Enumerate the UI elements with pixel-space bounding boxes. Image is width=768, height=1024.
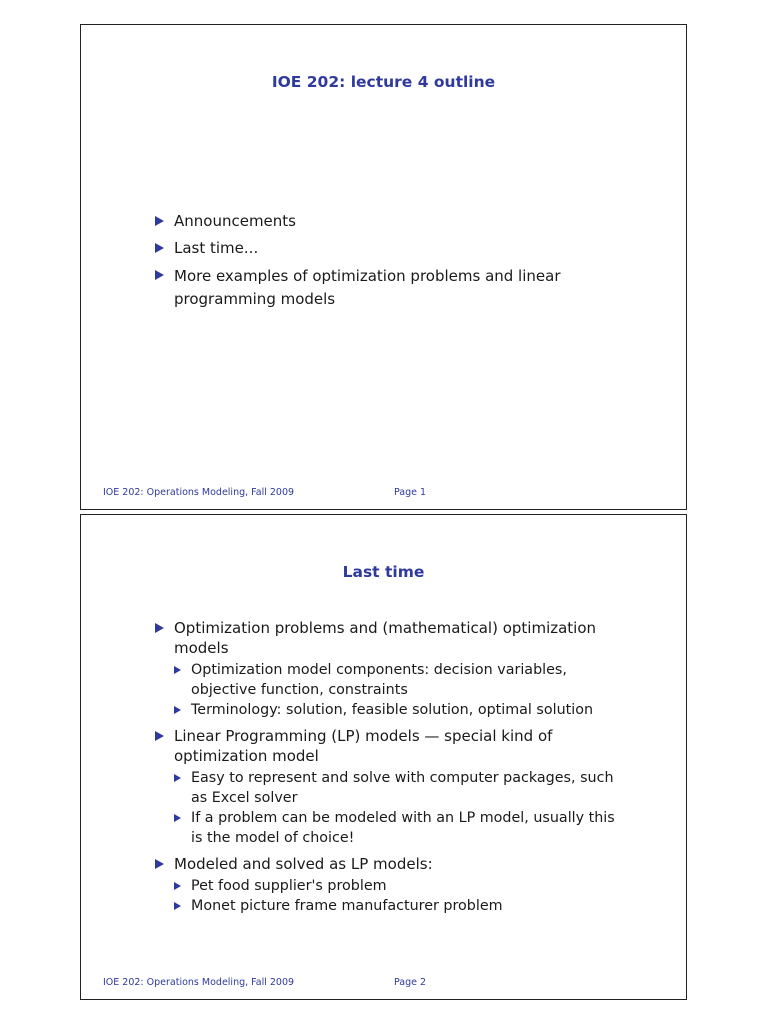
sub-bullet-text: Easy to represent and solve with computer packages, such as Excel solver (191, 770, 614, 806)
footer-course: IOE 202: Operations Modeling, Fall 2009 (103, 977, 295, 988)
footer-page: Page 1 (394, 487, 427, 498)
bullet-triangle-icon (155, 859, 164, 869)
bullet-triangle-icon (155, 243, 164, 253)
footer-course: IOE 202: Operations Modeling, Fall 2009 (103, 487, 295, 498)
slide-2 (80, 514, 687, 1000)
sub-bullet-triangle-icon (174, 902, 181, 910)
sub-bullet-triangle-icon (174, 774, 181, 782)
bullet-text: More examples of optimization problems and linear programming models (174, 267, 561, 308)
bullet-triangle-icon (155, 216, 164, 226)
sub-bullet-list (174, 876, 625, 916)
sub-bullet-text: If a problem can be modeled with an LP model, usually this is the model of choice! (191, 810, 615, 846)
bullet-list (155, 211, 625, 311)
sub-bullet-text: Pet food supplier's problem (191, 878, 387, 894)
bullet-text: Optimization problems and (mathematical) optimization models (174, 619, 597, 657)
list-item (155, 726, 625, 848)
sub-bullet-list (174, 660, 625, 720)
sub-bullet-text: Optimization model components: decision variables, objective function, constraints (191, 662, 567, 698)
list-item (174, 700, 625, 720)
footer-page: Page 2 (394, 977, 427, 988)
bullet-triangle-icon (155, 731, 164, 741)
list-item (174, 768, 625, 808)
list-item (155, 265, 625, 311)
sub-bullet-text: Terminology: solution, feasible solution, optimal solution (191, 702, 594, 718)
bullet-text: Linear Programming (LP) models — special kind of optimization model (174, 727, 553, 765)
bullet-text: Modeled and solved as LP models: (174, 855, 433, 873)
slide-title: Last time (342, 563, 425, 581)
bullet-triangle-icon (155, 623, 164, 633)
list-item (155, 854, 625, 916)
list-item (174, 896, 625, 916)
bullet-text: Last time... (174, 239, 259, 257)
sub-bullet-list (174, 768, 625, 848)
list-item (174, 808, 625, 848)
bullet-text: Announcements (174, 212, 296, 230)
list-item (174, 660, 625, 700)
sub-bullet-text: Monet picture frame manufacturer problem (191, 898, 503, 914)
slide-title: IOE 202: lecture 4 outline (271, 73, 496, 91)
sub-bullet-triangle-icon (174, 882, 181, 890)
sub-bullet-triangle-icon (174, 666, 181, 674)
sub-bullet-triangle-icon (174, 706, 181, 714)
list-item (155, 211, 625, 231)
list-item (155, 238, 625, 258)
list-item (174, 876, 625, 896)
bullet-list (155, 618, 625, 916)
bullet-triangle-icon (155, 270, 164, 280)
slide-1 (80, 24, 687, 510)
list-item (155, 618, 625, 720)
sub-bullet-triangle-icon (174, 814, 181, 822)
